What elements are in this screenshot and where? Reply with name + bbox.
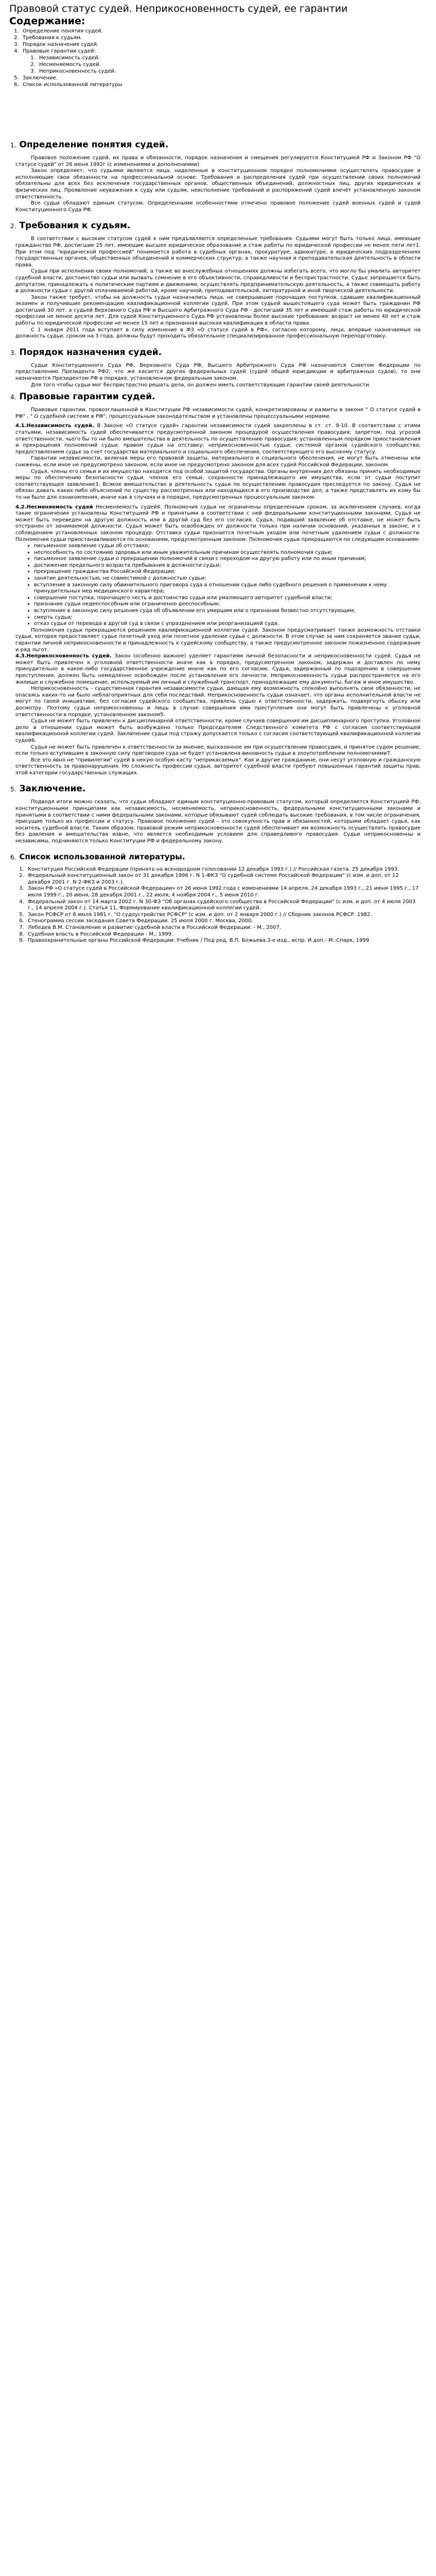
section-references — [5, 852, 431, 944]
toc-item: 2. Требования к судьям. — [21, 35, 431, 41]
paragraph: Полномочия судьи прекращаются решением квалификационной коллегии судей. Законом предусматривает также возможность отставки судьи, которая предоставляет судье почетный уход или почетное удаление судьи с должности. В этом случае за ним сохраняется звание судьи, гарантии личной неприкосновенности и принадлежность к судейскому сообществу, а также предусмотренное законом пожизненное содержание и ряд льгот. — [15, 627, 421, 653]
toc-item: 4. Правовые гарантии судей: 1. Независимость судей. 2. Несменяемость судей. 3. Неприкосновенность судей. — [21, 48, 431, 75]
reference-item: 6. Стенограмма сессии заседания Совета Федерации. 25 июля 2000 г. Москва, 2000. — [26, 918, 421, 925]
toc-subitem: 1. Независимость судей. — [37, 55, 431, 61]
toc-subitem: 3. Неприкосновенность судей. — [37, 68, 431, 75]
paragraph: Судья, члены его семьи и их имущество находятся под особой защитой государства. Органы внутренних дел обязаны принять необходимые меры по обеспечению безопасности судьи, членов его семьи, сохранности принадлежащего им имущества, если от судьи поступит соответствующее заявление3. Всякое вмешательство в деятельность судьи по осуществлению правосудия преследуется по закону. Судья не обязан давать каких-либо объяснений по существу рассмотренных или находящихся в его производстве дел, а также представлять их кому бы то ни было для ознакомления, иначе как в случаях и в порядке, предусмотренных процессуальным законом. — [15, 468, 421, 500]
paragraph: Правовое положение судей, их права и обязанности, порядок назначения и смещения регулируется Конституцией РФ и Законом РФ "О статусе судей" от 26 июня 1992г (с изменениями и дополнениями). — [15, 155, 421, 167]
paragraph: Все это явно не "привилегии" судей в некую особую касту "неприкасаемых". Как и другие гражданине, они несут уголовную и гражданскую ответственность за правонарушения. Но сложность профессии судьи, авторитет судебной власти требуют повышенных гарантий защиты прав, этой категории государственных служащих. — [15, 757, 421, 776]
toc-item: 3. Порядок назначения судей. — [21, 41, 431, 48]
paragraph: Закон также требует, чтобы на должность судьи назначались лица, не совершавшие порочащих поступков, сдавшие квалификационный экзамен и получившие рекомендацию квалификационной коллегии судей. При этом судьей вышестоящего суда может быть гражданин РФ достигший 30 лет, а судьей Верховного Суда РФ и Высшего Арбитражного Суда РФ - достигший 35 лет и имеющий стаж работы по юридической профессии не менее десяти лет. Для судей Конституционного Суда РФ установлены более высокие требования: возраст не менее 40 лет и стаж работы по юридической профессии не менее 15 лет и признанная высокая квалификация в области права. — [15, 294, 421, 327]
list-item: • смерть судьи; — [34, 615, 421, 621]
list-item: • достижение предельного возраста пребывания в должности судьи; — [34, 563, 421, 569]
paragraph: Гарантии независимости, включая меры его правовой защиты, материального и социального обеспечения, не могут быть отменены или снижены, если иное не предусмотрено законом, если иное не предусмотрено законом для всех судей Российской Федерации, законом. — [15, 455, 421, 468]
section-appointment — [5, 347, 431, 388]
subsection-heading: 4.2.Несменяемость судей — [15, 504, 93, 510]
section-heading: 3. Порядок назначения судей. — [10, 347, 162, 358]
section-definition — [5, 140, 431, 213]
paragraph: С 1 января 2011 года вступает в силу изменение в ФЗ «О статусе судей в РФ», согласно которому, лица, впервые назначаемые на должность судьи, сроком на 3 года, должны будут проходить обязательное специализированное профессиональную переподготовку. — [15, 327, 421, 340]
section-requirements — [5, 221, 431, 340]
list-item: • письменное заявление судьи о прекращении полномочий в связи с переходом на другую работу или по иным причинам; — [34, 556, 421, 563]
paragraph: Неприкосновенность - существенная гарантия независимости судьи, дающая ему возможность спокойно выполнять свои обязанности, не опасаясь каких-то ни было неблагоприятных для себя последствий. Неприкосновенность судьи означает, что органы исполнительной власти не могут по своей инициативе, без согласия судейского сообщества, привлечь судью к ответственности, задержать, подвергнуть обыску или досмотру. Поэтому судьи неприкосновенны и лишь в случае совершения ими преступления они могут быть привлечены к уголовной ответственности в порядке, установленном законом5. — [15, 686, 421, 718]
list-item: • прекращение гражданства Российской Федерации; — [34, 569, 421, 575]
section-guarantees — [5, 392, 431, 776]
section-heading: 6. Список использованной литературы. — [10, 852, 185, 861]
reference-item: 9. Правоохранительные органы Российской Федерации: Учебник / Под ред. В.П. Божьева.3-е изд., испр. И доп.- М.:Спарк, 1999 — [26, 938, 421, 944]
reference-item: 4. Федеральный закон от 14 марта 2002 г. N 30-ФЗ "Об органах судейского сообщества в Российской Федерации" (с изм. и доп. от 4 июля 2003 г., 14 апреля 2004 г.). Статья 11, Формирование квалификационной коллегии судей. — [26, 899, 421, 912]
list-item: • совершение поступка, порочащего честь и достоинство судьи или умаляющего авторитет судебной власти; — [34, 595, 421, 602]
paragraph: Судьи при исполнении своих полномочий, а также во внеслужебных отношениях должны избегать всего, что могло бы умалить авторитет судебной власти, достоинство судьи или вызвать сомнение в его объективности, справедливости и беспристрастности. Судье запрещается быть депутатом, принадлежать к политическим партиям и движениям, осуществлять предпринимательскую деятельность, а также совмещать работу в должности судьи с другой оплачиваемой работой, кроме научной, преподавательской, литературной и иной творческой деятельности. — [15, 268, 421, 294]
table-of-contents — [21, 28, 431, 88]
reference-item: 8. Судебная власть в Российской Федерации - М., 1999. — [26, 931, 421, 938]
list-item: • отказ судьи от перевода в другой суд в связи с упразднением или реорганизацией суда. — [34, 621, 421, 628]
list-item: • вступление в законную силу обвинительного приговора суда в отношении судьи либо судебного решения о применении к нему принудительных мер медицинского характера; — [34, 582, 421, 595]
paragraph: 4.3.Неприкосновенность судей. Закон (особенно важное) уделяет гарантиям личной безопасности и неприкосновенности судей. Судья не может быть привлечен к уголовной ответственности иначе как в порядке, предусмотренном законом, задержан и доставлен по нему принудительно в какое-либо государственное учреждение иначе как по его согласию. Судья, задержанный по подозрению в совершении преступления, должен быть немедленно освобожден после установления его личности. Неприкосновенность судьи распространяется на его жилище и служебное помещение, используемый им личный и служебный транспорт, принадлежащие ему документы, багаж и иное имущество. — [15, 653, 421, 685]
paragraph: Все судьи обладают единым статусом. Определенными особенностями отмечено правовое положение судей военных судей и судей Конституционного Суда РФ. — [15, 200, 421, 213]
toc-item: 6. Список использованной литературы — [21, 81, 431, 88]
paragraph: Судья не может быть привлечен к ответственности за мнение, высказанное им при осуществлении правосудия, и принятое судом решение, если только вступившим в законную силу приговором суда не будет установлена виновность судьи в злоупотреблении полномочиями7. — [15, 744, 421, 757]
paragraph: 4.1.Независимость судей. В Законе «О статусе судей» гарантии независимости судей закреплены в ст. ст. 9-10. В соответствии с этими статьями, независимость судей обеспечивается предусмотренной законом процедурой осуществления правосудия; запретом, под угрозой ответственности, чьего бы то ни было вмешательства в деятельность по осуществлению правосудия; установленным порядком приостановления и прекращения полномочий судьи; правом судьи на отставку; неприкосновенностью судьи; системой органов судейского сообщества; предоставлением судье за счет государства материального и социального обеспечения, соответствующего его высокому статусу. — [15, 423, 421, 455]
termination-list — [15, 543, 421, 628]
reference-item: 7. Лебедев В.М. Становление и развитие судебной власти в Российской Федерации. - М., 2007. — [26, 925, 421, 931]
paragraph: В соответствии с высоким статусом судей к ним предъявляются определенные требования. Судьями могут быть только лица, имеющие гражданство РФ, достигшие 25 лет, имеющие высшее юридическое образование и стаж работы по юридической профессии не менее пяти лет1. При этом под "юридической профессией" понимается работа в судебных органах, прокуратуре, адвокатуре, в юридических подразделениях государственных органов, общественных объединений и коммерческих структур, а также научная и преподавательская деятельность в области права. — [15, 236, 421, 268]
reference-item: 5. Закон РСФСР от 8 июля 1981 г. "О судоустройстве РСФСР" (с изм. и доп. от 2 января 2000 г.) // Сборник законов РСФСР. 1982. — [26, 912, 421, 919]
paragraph: Закон определяет, что судьями являются лица, наделенные в конституционном порядке полномочиями осуществлять правосудие и исполняющие свои обязанности на профессиональной основе. Требования и распределения судей при осуществлении своих полномочий обязательны для всех без исключения государственных органов, общественных объединений, должностных лиц, других юридических и физических лиц. Проявление неуважения к суду или судьям, неисполнение требований и распоряжений судей влечёт установленную законом ответственность. — [15, 168, 421, 200]
list-item: • неспособность по состоянию здоровья или иным уважительным причинам осуществлять полномочия судьи; — [34, 550, 421, 556]
reference-item: 3. Закон РФ «О статусе судей в Российской Федерации» от 26 июня 1992 года с изменениями 14 апреля, 24 декабря 1993 г., 21 июня 1995 г., 17 июля 1999 г., 20 июня, 28 декабря 2001 г., 22 июля, 4 ноября 2004 г., 5 июня 2010 г. — [26, 886, 421, 899]
list-item: • признание судьи недееспособным или ограниченно дееспособным; — [34, 601, 421, 608]
paragraph: Подводя итоги можно сказать, что судьи обладают единым конституционно-правовым статусом, который определяется Конституцией РФ, конституционными принципами как независимость, несменяемость, неприкосновенность, федеральными конституционными законами и принятыми в соответствии с ними федеральными законами, которые обязывают судей соблюдать высокие требования, в том числе ограничения, присущие только их профессии и статусу. Правовое положение судей - это совокупность прав и обязанностей, которыми обладает судья, как носитель судебной власти. Таким образом, правовой режим неприкосновенности судей обеспечивает им возможность осуществлять правосудие без давления и вмешательства извне, что является необходимым условием для справедливого правосудия. Судьи неприкосновенны и независимы, подчиняются только Конституции РФ и федеральному закону. — [15, 799, 421, 844]
section-heading: 2. Требования к судьям. — [10, 221, 131, 231]
toc-item: 1. Определение понятия судей. — [21, 28, 431, 35]
subsection-heading: 4.1.Независимость судей. — [15, 423, 94, 429]
paragraph: 4.2.Несменяемость судей Несменяемость судей4. Полномочия судьи не ограничены определенным сроком, за исключением случаев, когда такие ограничения установлены Конституцией РФ и принятыми в соответствии с ней федеральными конституционными законами. Судья не может быть переведен на другую должность или в другой суд без его согласия. Судья, подавший заявление об отставке, не может быть отстранен от занимаемой должности. Судья может быть освобожден от должности только при наличии оснований, указанных в законе, и с соблюдением установленных законом процедур. Отставка судьи признается почетным уходом или почетным удалением судьи с должности. Полномочия судьи приостанавливаются по основаниям, предусмотренным законом. Полномочия судьи прекращаются по следующим основаниям: — [15, 504, 421, 543]
toc-subitem: 2. Несменяемость судей. — [37, 61, 431, 68]
paragraph: Судьи Конституционного Суда РФ, Верховного Суда РФ, Высшего Арбитражного Суда РФ назначаются Советом Федерации по представлению Президента РФ2; что же касается других федеральных судей (судей общей юрисдикции и арбитражных судов), то они назначаются Президентом РФ в порядке, установленном федеральным законом. — [15, 362, 421, 382]
paragraph: Для того чтобы судьи мог беспристрастно решать дела, он должен иметь соответствующие гарантии своей деятельности. — [31, 382, 371, 388]
references-list — [15, 867, 421, 944]
section-heading: 5. Заключение. — [10, 784, 86, 794]
document-title: Правовой статус судей. Неприкосновенность судей, ее гарантии — [9, 3, 348, 14]
list-item: • письменное заявление судьи об отставке; — [34, 543, 421, 550]
toc-heading: Содержание: — [9, 15, 85, 27]
reference-item: 2. Федеральный конституционный закон от 31 декабря 1996 г. N 1-ФКЗ "О судебной системе Российской Федерации" (с изм. и доп. от 12 декабря 2001 г. N 2-ФКЗ и 2003 г.). — [26, 873, 421, 886]
toc-item: 5. Заключение. — [21, 75, 431, 81]
list-item: • вступление в законную силу решения суда об объявлении его умершим или о признании безвестно отсутствующим; — [34, 608, 421, 615]
subsection-heading: 4.3.Неприкосновенность судей. — [15, 653, 112, 659]
section-heading: 1. Определение понятия судей. — [10, 140, 169, 150]
section-heading: 4. Правовые гарантии судей. — [10, 392, 155, 402]
paragraph: Правовые гарантии, провозглашенной в Конституции РФ независимости судей, конкретизированы и развиты в законе " О статусе судей в РФ" , " О судебной системе в РФ", процессуальным законодательством и установлены процессуальными нормами. — [15, 407, 421, 419]
list-item: • занятие деятельностью, не совместимой с должностью судьи; — [34, 575, 421, 582]
paragraph: Судья не может быть привлечен к дисциплинарной ответственности, кроме случаев совершения им дисциплинарного проступка. Уголовное дело в отношении судьи может быть возбуждено только Председателем Следственного комитета РФ с согласия соответствующей квалификационной коллегии судей. Заключение судьи под стражу допускается только с согласия соответствующей квалификационной коллегии судей6. — [15, 718, 421, 743]
reference-item: 1. Конституция Российской Федерации (принята на всенародном голосовании 12 декабря 1993 г.) // Российская газета. 25 декабря 1993. — [26, 867, 421, 873]
section-conclusion — [5, 784, 431, 844]
